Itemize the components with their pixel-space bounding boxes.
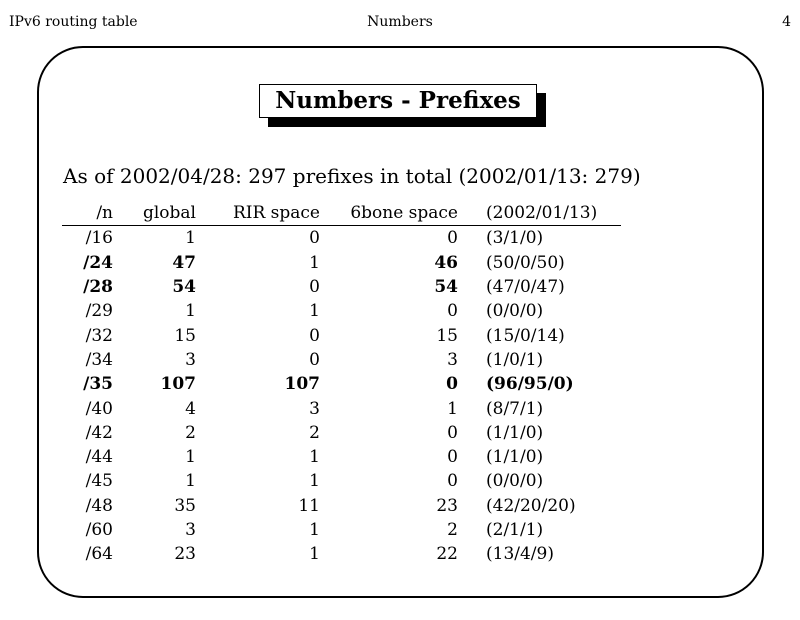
cell-rir-count: 1 (309, 252, 320, 273)
cell-previous-counts: (15/0/14) (486, 325, 565, 346)
cell-previous-counts: (96/95/0) (486, 374, 574, 395)
cell-rir-count: 3 (309, 398, 320, 419)
cell-previous-counts: (0/0/0) (486, 471, 544, 492)
cell-rir-count: 11 (298, 495, 320, 516)
table-row (62, 299, 621, 323)
cell-prefix-length: /45 (85, 471, 113, 492)
slide-title-box (259, 84, 537, 118)
table-row (62, 542, 621, 566)
table-row (62, 251, 621, 275)
cell-6bone-count: 46 (434, 252, 458, 273)
cell-prefix-length: /60 (85, 520, 113, 540)
cell-global-count: 4 (185, 398, 196, 419)
cell-prefix-length: /64 (85, 544, 113, 565)
cell-rir-count: 0 (309, 228, 320, 249)
cell-global-count: 107 (160, 374, 196, 395)
cell-global-count: 35 (174, 495, 196, 516)
cell-6bone-count: 23 (436, 495, 458, 516)
cell-global-count: 1 (185, 228, 196, 249)
cell-rir-count: 0 (309, 349, 320, 370)
page-number: 4 (782, 14, 791, 30)
column-header-global: global (142, 203, 196, 224)
table-row (62, 469, 621, 493)
cell-rir-count: 0 (309, 325, 320, 346)
column-header-previous: (2002/01/13) (486, 203, 598, 224)
cell-prefix-length: /42 (85, 422, 113, 443)
cell-prefix-length: /35 (83, 374, 113, 395)
cell-6bone-count: 15 (436, 325, 458, 346)
cell-global-count: 1 (185, 447, 196, 468)
cell-prefix-length: /24 (83, 252, 113, 273)
cell-previous-counts: (1/0/1) (486, 349, 544, 370)
cell-6bone-count: 0 (446, 374, 458, 395)
cell-6bone-count: 0 (447, 447, 458, 468)
cell-previous-counts: (8/7/1) (486, 398, 544, 419)
running-header-title: IPv6 routing table (9, 14, 138, 30)
table-row (62, 226, 621, 251)
prefix-summary: As of 2002/04/28: 297 prefixes in total (2002/01/13: 279) (63, 164, 641, 188)
cell-global-count: 47 (172, 252, 196, 273)
cell-previous-counts: (1/1/0) (486, 447, 544, 468)
cell-prefix-length: /16 (85, 228, 113, 249)
cell-rir-count: 1 (309, 544, 320, 565)
cell-6bone-count: 0 (447, 301, 458, 322)
running-header-section: Numbers (367, 14, 433, 30)
cell-previous-counts: (50/0/50) (486, 252, 565, 273)
cell-rir-count: 1 (309, 520, 320, 540)
column-header-prefix-length: /n (96, 203, 113, 224)
cell-previous-counts: (0/0/0) (486, 301, 544, 322)
cell-previous-counts: (1/1/0) (486, 422, 544, 443)
cell-rir-count: 1 (309, 447, 320, 468)
table-row (62, 275, 621, 299)
cell-6bone-count: 3 (447, 349, 458, 370)
cell-6bone-count: 1 (447, 398, 458, 419)
table-row (62, 396, 621, 420)
cell-prefix-length: /40 (85, 398, 113, 419)
table-row (62, 348, 621, 372)
prefix-table (62, 201, 621, 566)
cell-prefix-length: /48 (85, 495, 113, 516)
cell-previous-counts: (47/0/47) (486, 277, 565, 298)
cell-global-count: 1 (185, 301, 196, 322)
table-row (62, 421, 621, 445)
cell-global-count: 15 (174, 325, 196, 346)
cell-prefix-length: /29 (85, 301, 113, 322)
cell-prefix-length: /34 (85, 349, 113, 370)
cell-global-count: 3 (185, 520, 196, 540)
column-header-rir-space: RIR space (232, 203, 320, 224)
table-row (62, 323, 621, 347)
cell-rir-count: 1 (309, 301, 320, 322)
cell-rir-count: 2 (309, 422, 320, 443)
column-header-6bone-space: 6bone space (350, 203, 458, 224)
cell-global-count: 1 (185, 471, 196, 492)
table-row (62, 445, 621, 469)
cell-prefix-length: /32 (85, 325, 113, 346)
cell-prefix-length: /44 (85, 447, 113, 468)
cell-global-count: 3 (185, 349, 196, 370)
cell-6bone-count: 54 (434, 277, 458, 298)
cell-prefix-length: /28 (83, 277, 113, 298)
cell-previous-counts: (3/1/0) (486, 228, 544, 249)
cell-previous-counts: (42/20/20) (486, 495, 576, 516)
cell-rir-count: 1 (309, 471, 320, 492)
cell-rir-count: 107 (284, 374, 320, 395)
slide-title: Numbers - Prefixes (259, 84, 537, 118)
cell-global-count: 2 (185, 422, 196, 443)
cell-rir-count: 0 (309, 277, 320, 298)
table-row (62, 494, 621, 518)
cell-global-count: 54 (172, 277, 196, 298)
cell-6bone-count: 0 (447, 422, 458, 443)
cell-6bone-count: 22 (436, 544, 458, 565)
cell-previous-counts: (2/1/1) (486, 520, 544, 540)
table-row (62, 372, 621, 396)
table-row (62, 518, 621, 542)
table-header-row (62, 201, 621, 226)
cell-previous-counts: (13/4/9) (486, 544, 554, 565)
cell-global-count: 23 (174, 544, 196, 565)
cell-6bone-count: 0 (447, 228, 458, 249)
cell-6bone-count: 2 (447, 520, 458, 540)
cell-6bone-count: 0 (447, 471, 458, 492)
